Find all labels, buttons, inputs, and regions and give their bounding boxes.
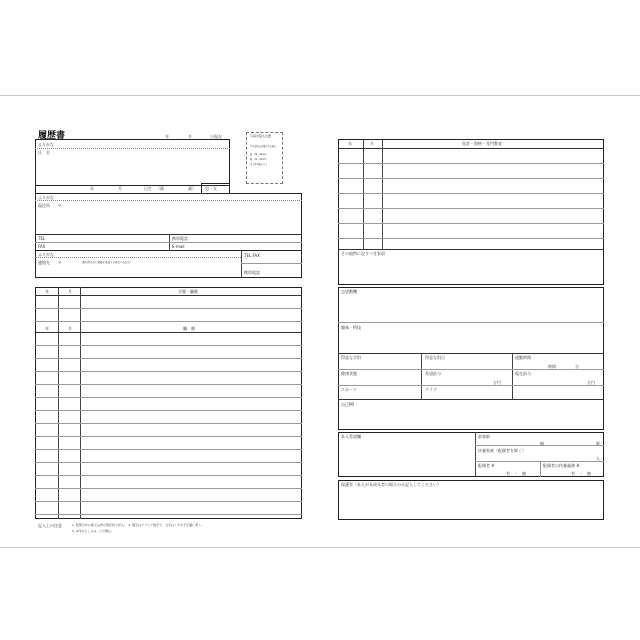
- qual-row-line: [338, 148, 604, 149]
- mobile-label: 携帯電話: [172, 236, 188, 241]
- birth-year-label: 年: [90, 186, 94, 191]
- photo-line1: 写真を貼る位置: [250, 134, 272, 138]
- age-label: 歳）: [188, 186, 196, 191]
- support-label: 配偶者の扶養義務 ※: [543, 463, 580, 468]
- details-row-divider-2: [338, 385, 604, 386]
- resume-sheet: [0, 95, 640, 548]
- address-furigana-divider: [35, 200, 302, 201]
- date-month-label: 月: [188, 134, 192, 139]
- commute-label: 通勤時間: [515, 355, 531, 360]
- contact-furigana-divider: [35, 257, 241, 258]
- contact-label: 連絡先: [38, 260, 50, 265]
- history-row-line: [35, 488, 302, 489]
- qual-year-label: 年: [348, 141, 352, 146]
- qual-month-col: [382, 139, 383, 249]
- history-year-label-2: 年: [45, 326, 49, 331]
- history-month-label-2: 月: [68, 326, 72, 331]
- history-row-line: [35, 423, 302, 424]
- history-row-line: [35, 295, 302, 296]
- qual-header: 免許・資格・専門教育: [462, 141, 502, 146]
- history-row-line: [35, 501, 302, 502]
- station-label: 駅: [596, 441, 600, 446]
- pr-label: 自己PR: [341, 402, 355, 407]
- personal-block: [338, 432, 604, 477]
- commute-min: 分: [575, 364, 579, 369]
- qualifications-table: [338, 139, 604, 285]
- sports-label: スポーツ: [341, 387, 357, 392]
- dependents-label: 扶養家族（配偶者を除く）: [478, 448, 526, 453]
- furigana-label: ふりがな: [38, 142, 54, 147]
- health-label: 健康状態: [341, 371, 357, 376]
- history-month-label: 月: [68, 289, 72, 294]
- birth-day-label: 日生: [144, 186, 152, 191]
- history-row-line: [35, 475, 302, 476]
- history-row-line: [35, 371, 302, 372]
- qual-row-line: [338, 238, 604, 239]
- guardian-label: 保護者（本人が未成年者の場合のみ記入してください）: [341, 482, 441, 487]
- history-row-line: [35, 514, 302, 515]
- current-salary-unit: 万円: [587, 380, 595, 385]
- email-label: E-mail: [172, 244, 185, 249]
- qual-year-col: [363, 139, 364, 249]
- details-row-divider-3: [338, 399, 604, 400]
- qual-row-line: [338, 193, 604, 194]
- page-title: 履歴書: [38, 131, 66, 141]
- gender-label[interactable]: 男・女: [205, 186, 217, 191]
- qual-row-line: [338, 249, 604, 250]
- history-row-line: [35, 358, 302, 359]
- salary-label: 希望給与: [425, 371, 441, 376]
- photo-line3: 縦 36～40mm: [250, 153, 267, 156]
- fax-divider: [35, 242, 302, 243]
- history-header: 学歴・職歴: [178, 289, 198, 294]
- spouse-label: 配偶者 ※: [478, 463, 495, 468]
- history-row-line: [35, 462, 302, 463]
- photo-line2: 写真を貼る必要がある場合: [250, 145, 277, 148]
- spouse-options[interactable]: 有 ・ 無: [506, 471, 526, 476]
- birth-open-label: （満: [156, 186, 164, 191]
- note-1: 1. 鉛筆以外の黒又は青の筆記具で記入。 2. 数字はアラビア数字で、文字はくずさず正確に書く。: [72, 523, 205, 527]
- qual-other-label: その他特に記すべき事項: [341, 251, 385, 256]
- qual-row-line: [338, 223, 604, 224]
- history-row-line: [35, 449, 302, 450]
- motivation-label: 志望動機: [341, 289, 357, 294]
- photo-line4: 横 24～30mm: [250, 158, 267, 161]
- fav-subject2-label: 得意な科目: [425, 355, 445, 360]
- address-postal: 〒: [58, 203, 62, 208]
- address-label: 現住所: [38, 203, 50, 208]
- motivation-divider: [338, 322, 604, 323]
- history-row-line: [35, 384, 302, 385]
- tel-label: TEL: [38, 236, 46, 241]
- qual-month-label: 月: [370, 141, 374, 146]
- club-label: クラブ: [425, 387, 437, 392]
- history-header-2: 職 歴: [183, 326, 195, 331]
- nearest-label: 最寄駅: [478, 434, 490, 439]
- spouse-divider: [540, 461, 541, 477]
- commute-hours: 時間: [548, 364, 556, 369]
- contact-telfax-label: TEL.FAX: [244, 253, 260, 258]
- history-row-line: [35, 397, 302, 398]
- history-row-line: [35, 345, 302, 346]
- address-furigana-label: ふりがな: [38, 195, 54, 200]
- contact-side-mid: [241, 263, 302, 264]
- notes-label: 記入上の注意: [38, 523, 62, 528]
- history-row-line: [35, 332, 302, 333]
- qual-row-line: [338, 178, 604, 179]
- name-label: 氏 名: [38, 150, 50, 155]
- personal-row-1: [475, 445, 604, 446]
- details-block: [338, 287, 604, 430]
- history-row-line: [35, 410, 302, 411]
- personal-divider: [475, 432, 476, 477]
- line-label: 線: [540, 441, 544, 446]
- details-row-divider-1: [338, 369, 604, 370]
- date-day-label: 日現在: [210, 134, 222, 139]
- note-2: 3. ※印のところは、○で囲む。: [72, 529, 114, 533]
- dependents-unit: 人: [596, 456, 600, 461]
- furigana-divider: [35, 148, 230, 149]
- contact-note: （現住所以外に連絡を希望する場合のみ記入）: [80, 261, 133, 264]
- history-row-line: [35, 436, 302, 437]
- contact-furigana-label: ふりがな: [38, 252, 54, 257]
- fav-subject-label: 得意な学科: [341, 355, 361, 360]
- current-salary-label: 現在給与: [515, 371, 531, 376]
- history-row-line: [35, 321, 302, 322]
- address-field[interactable]: [66, 202, 296, 232]
- personal-label: 本人希望欄: [341, 434, 361, 439]
- qual-row-line: [338, 163, 604, 164]
- qual-row-line: [338, 208, 604, 209]
- hobbies-label: 趣味・特技: [341, 325, 361, 330]
- fax-label: FAX: [38, 244, 46, 249]
- contact-mobile-label: 携帯電話: [244, 270, 260, 275]
- support-options[interactable]: 有 ・ 無: [571, 471, 591, 476]
- details-col-2: [512, 353, 513, 399]
- birth-month-label: 月: [118, 186, 122, 191]
- contact-side-divider: [241, 250, 242, 278]
- contact-block: [35, 250, 302, 278]
- history-year-label: 年: [45, 289, 49, 294]
- salary-unit: 万円: [493, 380, 501, 385]
- name-field[interactable]: [36, 156, 229, 182]
- details-col-1: [421, 353, 422, 399]
- history-row-line: [35, 308, 302, 309]
- hobbies-divider: [338, 353, 604, 354]
- date-year-label: 年: [165, 134, 169, 139]
- photo-line5: 本人単身胸から上: [250, 163, 268, 166]
- contact-postal: 〒: [58, 260, 62, 265]
